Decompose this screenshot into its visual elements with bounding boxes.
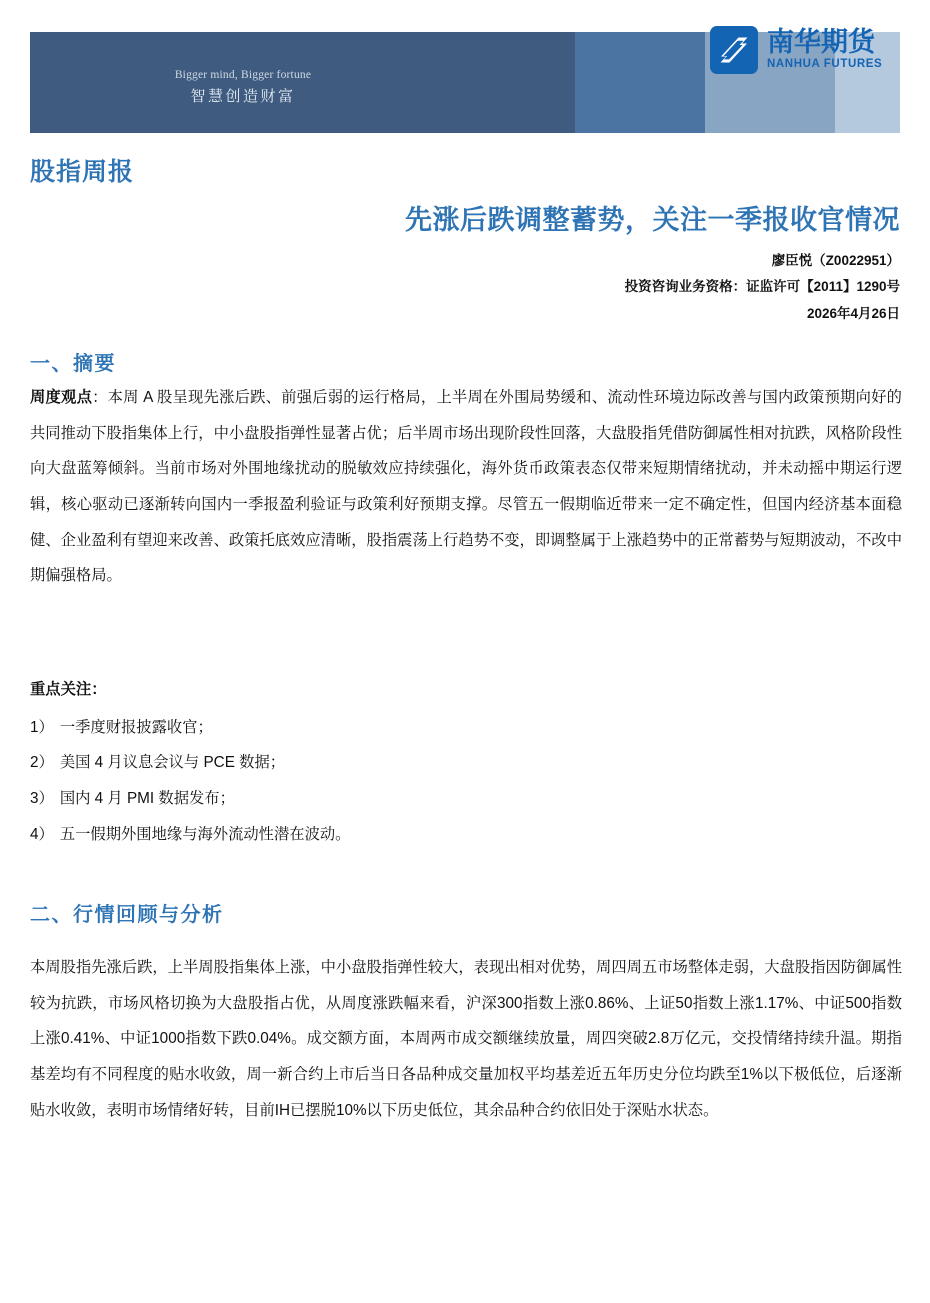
logo-name-chinese: 南华期货	[767, 27, 875, 58]
summary-lead-label: 周度观点	[30, 389, 93, 406]
focus-heading	[30, 672, 902, 708]
summary-paragraph	[30, 380, 902, 594]
list-item	[30, 781, 902, 817]
focus-list	[30, 710, 902, 853]
report-type-title: 股指周报	[30, 158, 135, 186]
banner-tagline	[78, 68, 408, 107]
focus-heading-label: 重点关注	[30, 681, 92, 698]
summary-lead-separator: ：	[92, 389, 108, 406]
section-heading-summary: 一、摘要	[30, 353, 116, 375]
focus-item-number: 4）	[30, 825, 54, 843]
nanhua-logo-icon	[710, 26, 758, 74]
banner-tagline-chinese: 智慧创造财富	[190, 87, 296, 105]
focus-item-text: 国内 4 月 PMI 数据发布；	[59, 789, 235, 807]
report-headline: 先涨后跌调整蓄势，关注一季报收官情况	[405, 205, 900, 235]
banner-band-medium	[575, 32, 705, 133]
logo-wordmark	[767, 29, 882, 71]
focus-item-number: 2）	[30, 754, 54, 772]
banner-band-dark	[30, 32, 575, 133]
focus-item-text: 一季度财报披露收官；	[59, 718, 213, 736]
focus-item-text: 美国 4 月议息会议与 PCE 数据；	[59, 754, 286, 772]
review-paragraph: 本周股指先涨后跌，上半周股指集体上涨，中小盘股指弹性较大，表现出相对优势，周四周五市场整体走弱，大盘股指因防御属性较为抗跌，市场风格切换为大盘股指占优，从周度涨跌幅来看，沪深300指数上涨0.86%、上证50指数上涨1.17%、中证500指数上涨0.41%、中证1000指数下跌0.04%。成交额方面，本周两市成交额继续放量，周四突破2.8万亿元，交投情绪持续升温。期指基差均有不同程度的贴水收敛，周一新合约上市后当日各品种成交量加权平均基差近五年历史分位均跌至1%以下极低位，后逐渐贴水收敛，表明市场情绪好转，目前IH已摆脱10%以下历史低位，其余品种合约依旧处于深贴水状态。	[30, 959, 902, 1119]
report-date: 2026年4月26日	[806, 305, 900, 321]
focus-heading-separator: ：	[91, 681, 107, 698]
focus-block	[30, 672, 902, 852]
logo-name-english: NANHUA FUTURES	[767, 58, 883, 71]
focus-item-number: 3）	[30, 789, 54, 807]
section-heading-review: 二、行情回顾与分析	[30, 904, 224, 926]
focus-item-text: 五一假期外围地缘与海外流动性潜在波动。	[59, 825, 351, 843]
banner-tagline-english: Bigger mind, Bigger fortune	[174, 69, 312, 82]
summary-paragraph-text: 本周 A 股呈现先涨后跌、前强后弱的运行格局，上半周在外围局势缓和、流动性环境边际改善与国内政策预期向好的共同推动下股指集体上行，中小盘股指弹性显著占优；后半周市场出现阶段性回落，大盘股指凭借防御属性相对抗跌，风格阶段性向大盘蓝筹倾斜。当前市场对外围地缘扰动的脱敏效应持续强化，海外货币政策表态仅带来短期情绪扰动，并未动摇中期运行逻辑，核心驱动已逐渐转向国内一季报盈利验证与政策利好预期支撑。尽管五一假期临近带来一定不确定性，但国内经济基本面稳健、企业盈利有望迎来改善、政策托底效应清晰，股指震荡上行趋势不变，即调整属于上涨趋势中的正常蓄势与短期波动，不改中期偏强格局。	[30, 389, 902, 585]
focus-item-number: 1）	[30, 718, 54, 736]
license-number: 投资咨询业务资格：证监许可【2011】1290号	[624, 279, 900, 295]
list-item	[30, 745, 902, 781]
author-name: 廖臣悦（Z0022951）	[771, 253, 900, 268]
report-byline	[625, 248, 900, 327]
company-logo	[710, 26, 882, 74]
list-item	[30, 817, 902, 853]
list-item	[30, 710, 902, 746]
